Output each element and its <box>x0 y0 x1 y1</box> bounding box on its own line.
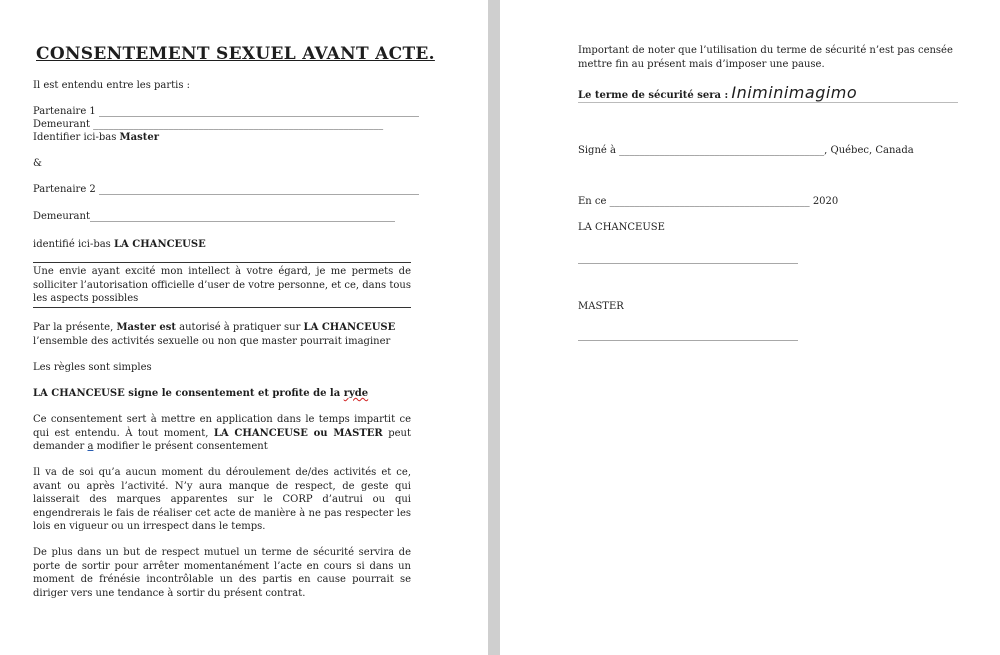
document-title: CONSENTEMENT SEXUEL AVANT ACTE. <box>36 44 435 64</box>
intro-text: Il est entendu entre les partis : <box>33 80 191 91</box>
consent-post: modifier le présent consentement <box>93 441 268 453</box>
partner1-label: Partenaire 1 <box>33 106 96 117</box>
rules-text: Les règles sont simples <box>33 362 152 373</box>
identify2-line <box>33 238 206 251</box>
partner2-blank[interactable]: ________________________________________________________________ <box>99 184 419 195</box>
residence1-label: Demeurant <box>33 119 90 130</box>
page-gutter <box>488 0 500 655</box>
goes-without-paragraph: Il va de soi qu’a aucun moment du déroulement de/des activités et ce, avant ou après l’activité. N’y aura manque de respect, de geste qui laisserait des marques apparentes sur le CORP d’autrui ou qui engendrerais le fais de réaliser cet acte de manière à ne pas respecter les lois en vigueur ou un irrespect dans le temps. <box>33 467 411 533</box>
date-blank[interactable]: ________________________________________ <box>609 196 810 207</box>
signed-prefix: Signé à <box>578 145 616 156</box>
consent-mid: peut demander <box>33 427 411 453</box>
identify1-name: Master <box>119 132 159 143</box>
desire-bottom-rule <box>33 307 411 308</box>
consent-a: a <box>87 441 94 453</box>
desire-paragraph: Une envie ayant excité mon intellect à votre égard, je me permets de solliciter l’autorisation officielle d’user de votre personne, et ce, dans tous les aspects possibles <box>33 266 411 305</box>
residence2-label: Demeurant <box>33 211 90 222</box>
partner2-line <box>33 183 419 196</box>
date-line <box>578 195 838 208</box>
signed-line <box>578 144 914 157</box>
auth-name: LA CHANCEUSE <box>303 322 396 333</box>
signature1-label: LA CHANCEUSE <box>578 222 665 233</box>
auth-post: l’ensemble des activités sexuelle ou non que master pourrait imaginer <box>33 335 391 347</box>
signs-pre: LA CHANCEUSE signe le consentement et profite de la <box>33 388 344 399</box>
consent-paragraph <box>33 413 411 454</box>
desire-top-rule <box>33 262 411 263</box>
residence2-blank[interactable]: _____________________________________________________________ <box>89 211 395 222</box>
document-page-left <box>0 0 488 655</box>
identify2-name: LA CHANCEUSE <box>114 239 206 250</box>
residence1-blank[interactable]: __________________________________________________________ <box>93 119 384 130</box>
partner2-label: Partenaire 2 <box>33 184 96 195</box>
identify1-prefix: Identifier ici-bas <box>33 132 120 143</box>
safety-term-value: Iniminimagimo <box>731 83 858 102</box>
document-page-right <box>500 0 1000 655</box>
safety-paragraph: De plus dans un but de respect mutuel un terme de sécurité servira de porte de sortir pour arrêter momentanément l’acte en cours si dans un moment de frénésie incontrôlable un des partis en cause pourrait se diriger vers une tendance à sortir du présent contrat. <box>33 547 411 599</box>
signed-suffix: , Québec, Canada <box>824 145 914 156</box>
auth-mid: autorisé à pratiquer sur <box>175 322 304 333</box>
residence1-line <box>33 118 383 131</box>
safety-term-rule <box>578 102 958 103</box>
identify1-line <box>33 131 159 144</box>
date-year: 2020 <box>812 196 839 207</box>
partner1-blank[interactable]: ________________________________________________________________ <box>99 106 419 117</box>
consent-bold: LA CHANCEUSE ou MASTER <box>213 427 383 439</box>
signature2-line[interactable]: ____________________________________________ <box>578 330 798 341</box>
auth-master: Master est <box>116 322 176 333</box>
date-prefix: En ce <box>578 196 607 207</box>
signature2-label: MASTER <box>578 301 624 312</box>
authorization-paragraph <box>33 321 411 348</box>
signed-blank[interactable]: _________________________________________ <box>619 145 825 156</box>
signature1-line[interactable]: ____________________________________________ <box>578 253 798 264</box>
partner1-line <box>33 105 419 118</box>
auth-pre: Par la présente, <box>33 322 117 333</box>
consent-pre: Ce consentement sert à mettre en application dans le temps impartit ce qui est entendu. À tout moment, <box>33 414 411 439</box>
safety-term-label: Le terme de sécurité sera : <box>578 90 729 101</box>
residence2-line <box>33 210 395 223</box>
signs-line <box>33 387 368 400</box>
note-paragraph: Important de noter que l’utilisation du terme de sécurité n’est pas censée mettre fin au présent mais d’imposer une pause. <box>578 45 953 70</box>
signs-word: ryde <box>343 388 369 399</box>
identify2-prefix: identifié ici-bas <box>33 239 114 250</box>
ampersand: & <box>33 158 42 169</box>
